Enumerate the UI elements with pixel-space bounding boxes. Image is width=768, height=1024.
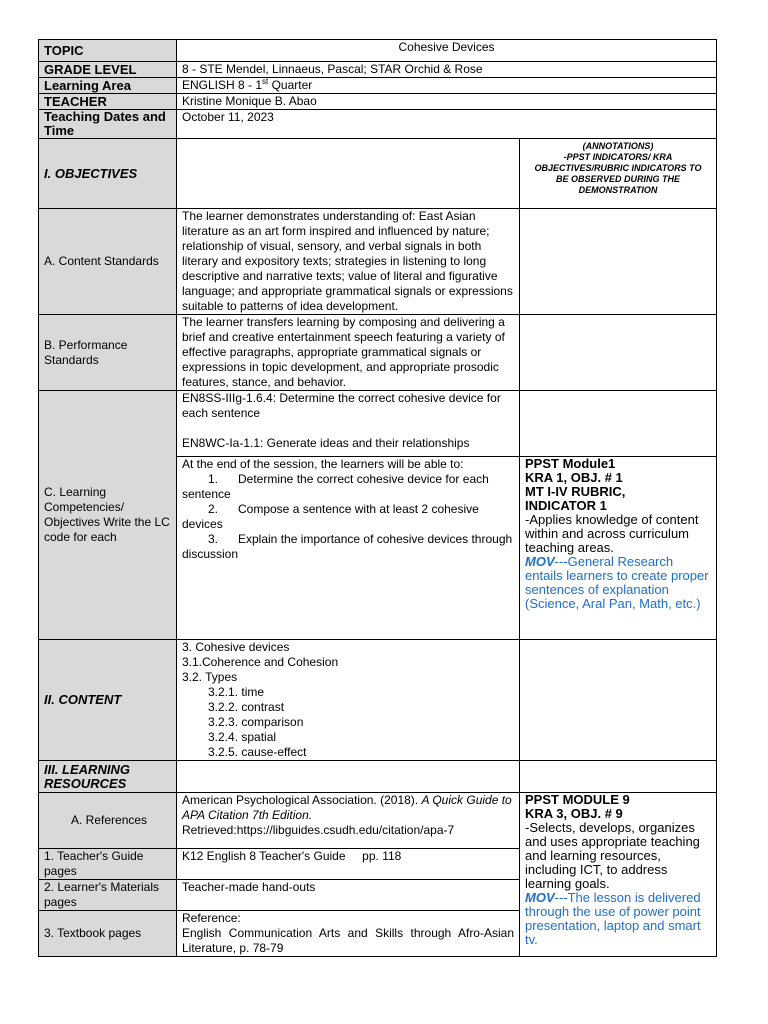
annotation-header-line: -PPST INDICATORS/ KRA <box>563 152 673 162</box>
topic-row <box>39 40 717 62</box>
lc-codes-annotation <box>520 391 717 457</box>
area-value-post: Quarter <box>268 78 313 92</box>
annotation-title: KRA 3, OBJ. # 9 <box>525 806 623 821</box>
performance-standards-text: The learner transfers learning by composing and delivering a brief and creative entertainment speech featuring a variety of effective paragraphs, appropriate grammatical signals or expressions in topic development, and appropriate prosodic features, stance, and behavior. <box>177 315 520 391</box>
teachers-guide-label: 1. Teacher's Guide pages <box>39 849 177 880</box>
learners-materials-label: 2. Learner's Materials pages <box>39 880 177 911</box>
annotation-ppst-module-1 <box>520 457 717 640</box>
annotation-description: -Applies knowledge of content within and across curriculum teaching areas. <box>525 512 699 555</box>
grade-row <box>39 62 717 78</box>
area-label: Learning Area <box>39 78 177 94</box>
area-value-sup: st <box>262 77 269 86</box>
annotation-header-line: (ANNOTATIONS) <box>582 141 654 151</box>
content-line: 3.1.Coherence and Cohesion <box>182 655 339 669</box>
annotation-title: INDICATOR 1 <box>525 498 607 513</box>
objective-text: Explain the importance of cohesive devices through discussion <box>182 532 513 561</box>
objective-text: Compose a sentence with at least 2 cohesive devices <box>182 502 479 531</box>
annotation-header-line: DEMONSTRATION <box>578 185 658 195</box>
content-standards-label: A. Content Standards <box>39 209 177 315</box>
performance-standards-label: B. Performance Standards <box>39 315 177 391</box>
content-standards-annotation <box>520 209 717 315</box>
annotation-ppst-module-9 <box>520 793 717 957</box>
resources-empty-cell <box>177 761 520 793</box>
mov-label: MOV <box>525 554 555 569</box>
resources-annotation-empty <box>520 761 717 793</box>
textbook-ref-label: Reference: <box>182 911 241 925</box>
content-sub-line: 3.2.5. cause-effect <box>208 745 307 759</box>
content-standards-text: The learner demonstrates understanding of: East Asian literature as an art form inspired and influenced by nature; relationship of visual, sensory, and verbal signals in both literary and expository texts; strategies in listening to long descriptive and narrative texts; value of literal and figurative language; and appropriate grammatical signals or expressions suitable to patterns of idea development. <box>177 209 520 315</box>
content-sub-line: 3.2.3. comparison <box>208 715 304 729</box>
teachers-guide-value: K12 English 8 Teacher's Guide pp. 118 <box>177 849 520 880</box>
area-value-main: ENGLISH 8 - 1 <box>182 78 263 92</box>
references-row <box>39 793 717 849</box>
content-label: II. CONTENT <box>39 640 177 761</box>
content-sub-line: 3.2.1. time <box>208 685 265 699</box>
annotation-mov <box>525 891 711 947</box>
lc-code-row <box>39 391 717 457</box>
objective-number: 1. <box>208 472 219 486</box>
annotation-title: MT I-IV RUBRIC, <box>525 484 626 499</box>
annotation-title: PPST Module1 <box>525 456 616 471</box>
content-row <box>39 640 717 761</box>
lc-code: EN8WC-Ia-1.1: Generate ideas and their relationships <box>182 436 470 450</box>
grade-label: GRADE LEVEL <box>39 62 177 78</box>
content-line: 3. Cohesive devices <box>182 640 290 654</box>
competencies-label: C. Learning Competencies/ Objectives Write the LC code for each <box>39 391 177 640</box>
objective-item <box>182 472 514 502</box>
area-value <box>177 78 717 94</box>
annotation-header-line: BE OBSERVED DURING THE <box>556 174 681 184</box>
content-list <box>177 640 520 761</box>
annotation-title: KRA 1, OBJ. # 1 <box>525 470 623 485</box>
grade-value: 8 - STE Mendel, Linnaeus, Pascal; STAR Orchid & Rose <box>177 62 717 78</box>
mov-text: ---The lesson is delivered through the use of power point presentation, laptop and smart tv. <box>525 890 701 947</box>
objective-text: Determine the correct cohesive device for each sentence <box>182 472 489 501</box>
dates-value: October 11, 2023 <box>177 110 717 139</box>
learners-materials-value: Teacher-made hand-outs <box>177 880 520 911</box>
dates-label: Teaching Dates and Time <box>39 110 177 139</box>
annotations-header <box>520 139 717 209</box>
content-line: 3.2. Types <box>182 670 238 684</box>
objectives-list-cell <box>177 457 520 640</box>
resources-label: III. LEARNING RESOURCES <box>39 761 177 793</box>
objective-item <box>182 532 514 562</box>
area-row <box>39 78 717 94</box>
annotation-header-line: OBJECTIVES/RUBRIC INDICATORS TO <box>534 163 702 173</box>
textbook-label: 3. Textbook pages <box>39 911 177 957</box>
content-sub-line: 3.2.2. contrast <box>208 700 285 714</box>
teacher-label: TEACHER <box>39 94 177 110</box>
topic-label: TOPIC <box>39 40 177 62</box>
objective-number: 2. <box>208 502 219 516</box>
teacher-value: Kristine Monique B. Abao <box>177 94 717 110</box>
annotation-description: -Selects, develops, organizes and uses appropriate teaching and learning resources, including ICT, to address learning goals. <box>525 820 700 891</box>
objective-number: 3. <box>208 532 219 546</box>
mov-text: ---General Research entails learners to create proper sentences of explanation (Science, Aral Pan, Math, etc.) <box>525 554 709 611</box>
objective-item <box>182 502 514 532</box>
textbook-ref-text: English Communication Arts and Skills through Afro-Asian Literature, p. 78-79 <box>182 926 514 955</box>
objectives-intro: At the end of the session, the learners will be able to: <box>182 457 464 471</box>
references-url: Retrieved:https://libguides.csudh.edu/citation/apa-7 <box>182 823 455 837</box>
teacher-row <box>39 94 717 110</box>
annotation-title: PPST MODULE 9 <box>525 792 630 807</box>
performance-standards-row <box>39 315 717 391</box>
annotation-mov <box>525 555 711 611</box>
topic-value: Cohesive Devices <box>177 40 717 62</box>
references-title: A Quick Guide to APA Citation 7th Edition. <box>182 793 512 822</box>
references-label: A. References <box>39 793 177 849</box>
dates-row <box>39 110 717 139</box>
objectives-empty-cell <box>177 139 520 209</box>
objectives-label: I. OBJECTIVES <box>39 139 177 209</box>
lesson-plan-table <box>38 39 717 957</box>
references-text: American Psychological Association. (2018). <box>182 793 422 807</box>
content-sub-line: 3.2.4. spatial <box>208 730 277 744</box>
resources-row <box>39 761 717 793</box>
textbook-cell <box>177 911 520 957</box>
performance-standards-annotation <box>520 315 717 391</box>
content-annotation <box>520 640 717 761</box>
lc-code: EN8SS-IIIg-1.6.4: Determine the correct cohesive device for each sentence <box>182 391 501 420</box>
references-cell <box>177 793 520 849</box>
objectives-row <box>39 139 717 209</box>
content-standards-row <box>39 209 717 315</box>
lc-codes-cell <box>177 391 520 457</box>
mov-label: MOV <box>525 890 555 905</box>
